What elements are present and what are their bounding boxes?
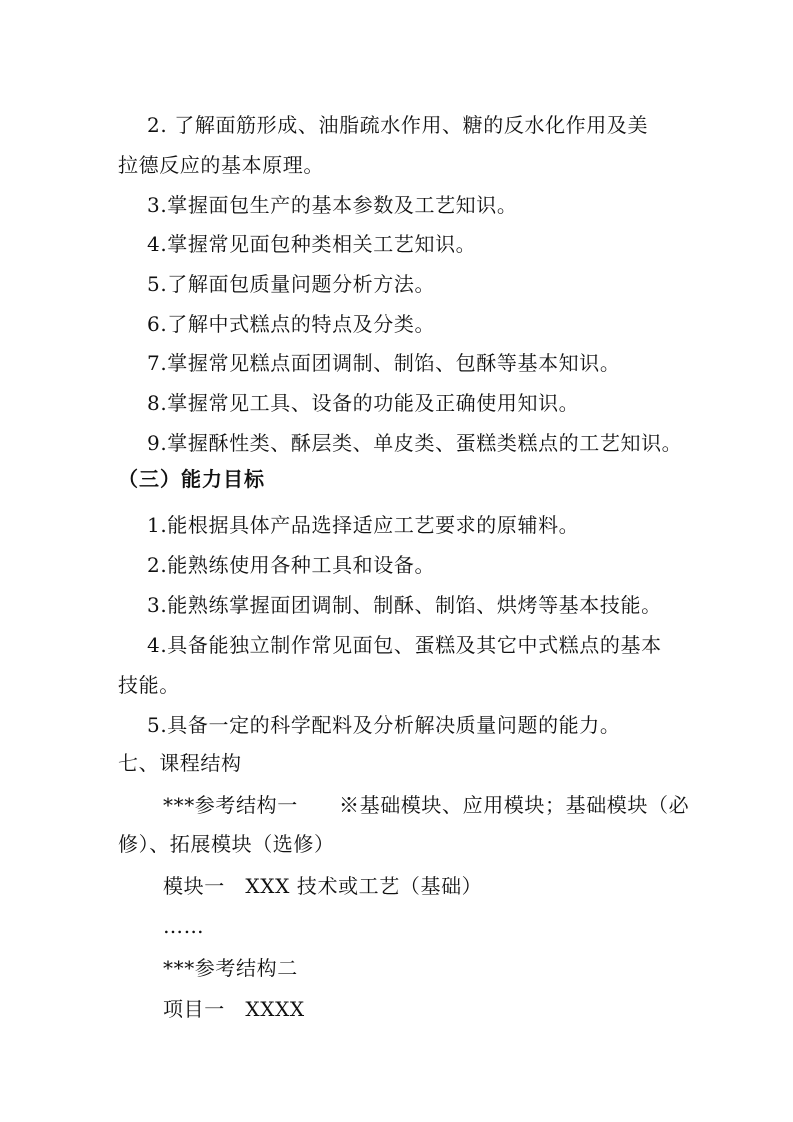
ability-item-5: 5.具备一定的科学配料及分析解决质量问题的能力。 (147, 713, 621, 737)
knowledge-item-3: 3.掌握面包生产的基本参数及工艺知识。 (147, 193, 518, 217)
ability-item-1: 1.能根据具体产品选择适应工艺要求的原辅料。 (147, 513, 580, 537)
ability-item-4-line1: 4.具备能独立制作常见面包、蛋糕及其它中式糕点的基本 (147, 633, 662, 657)
structure-ref1-line2: 修）、拓展模块（选修） (118, 832, 335, 856)
structure-ref1-line1: ***参考结构一 ※基础模块、应用模块；基础模块（必 (163, 793, 690, 817)
knowledge-item-8: 8.掌握常见工具、设备的功能及正确使用知识。 (147, 391, 580, 415)
knowledge-item-7: 7.掌握常见糕点面团调制、制馅、包酥等基本知识。 (147, 351, 621, 375)
ability-item-2: 2.能熟练使用各种工具和设备。 (147, 553, 436, 577)
knowledge-item-2-line2: 拉德反应的基本原理。 (118, 153, 324, 177)
module-one: 模块一 XXX 技术或工艺（基础） (163, 874, 483, 898)
project-one: 项目一 XXXX (163, 997, 305, 1021)
ability-item-3: 3.能熟练掌握面团调制、制酥、制馅、烘烤等基本技能。 (147, 593, 662, 617)
structure-heading: 七、课程结构 (118, 751, 242, 775)
ellipsis: …… (163, 914, 205, 938)
ability-heading: （三）能力目标 (118, 467, 265, 491)
knowledge-item-6: 6.了解中式糕点的特点及分类。 (147, 312, 436, 336)
ability-item-4-line2: 技能。 (118, 673, 180, 697)
knowledge-item-9: 9.掌握酥性类、酥层类、单皮类、蛋糕类糕点的工艺知识。 (147, 431, 683, 455)
knowledge-item-4: 4.掌握常见面包种类相关工艺知识。 (147, 232, 477, 256)
knowledge-item-5: 5.了解面包质量问题分析方法。 (147, 272, 436, 296)
structure-ref2: ***参考结构二 (163, 956, 298, 980)
knowledge-item-2-line1: 2. 了解面筋形成、油脂疏水作用、糖的反水化作用及美 (147, 113, 649, 137)
